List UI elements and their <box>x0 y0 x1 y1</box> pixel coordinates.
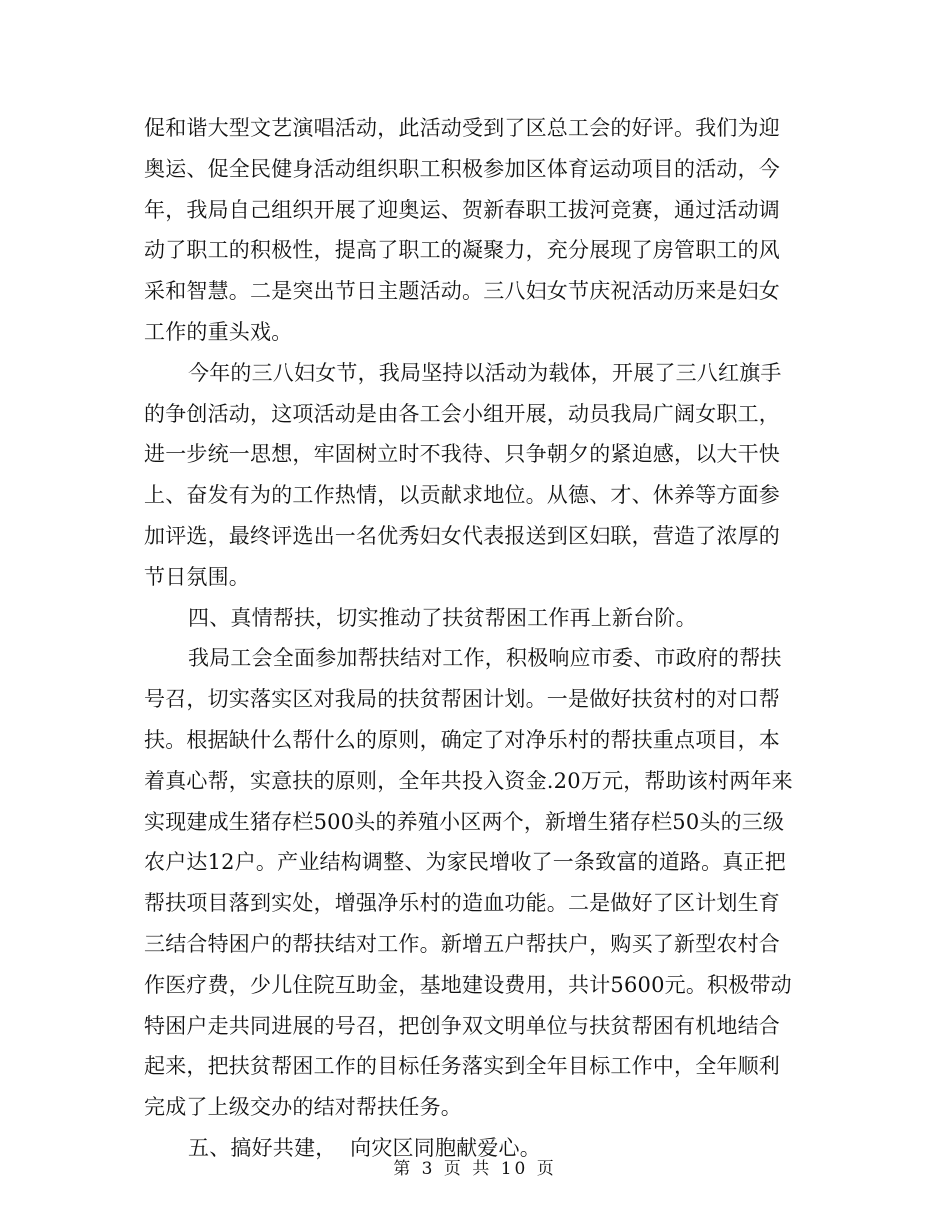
text-line: 上、奋发有为的工作热情，以贡献求地位。从德、才、休养等方面参 <box>144 483 780 508</box>
text-line: 的争创活动，这项活动是由各工会小组开展，动员我局广阔女职工， <box>144 401 780 426</box>
text-line: 农户达12户。产业结构调整、为家民增收了一条致富的道路。真正把 <box>144 850 786 875</box>
text-line: 号召，切实落实区对我局的扶贫帮困计划。一是做好扶贫村的对口帮 <box>144 687 780 712</box>
text-line: 动了职工的积极性，提高了职工的凝聚力，充分展现了房管职工的风 <box>144 238 780 263</box>
text-line: 扶。根据缺什么帮什么的原则，确定了对净乐村的帮扶重点项目，本 <box>144 727 780 752</box>
text-line: 完成了上级交办的结对帮扶任务。 <box>144 1095 462 1120</box>
text-line: 年，我局自己组织开展了迎奥运、贺新春职工拔河竞赛，通过活动调 <box>144 197 780 222</box>
text-line: 奥运、促全民健身活动组织职工积极参加区体育运动项目的活动，今 <box>144 156 780 181</box>
section-heading-5: 五、搞好共建， 向灾区同胞献爱心。 <box>188 1135 541 1160</box>
text-line: 起来，把扶贫帮困工作的目标任务落实到全年目标工作中，全年顺利 <box>144 1054 780 1079</box>
text-line: 帮扶项目落到实处，增强净乐村的造血功能。二是做好了区计划生育 <box>144 891 780 916</box>
page-number-footer: 第 3 页 共 10 页 <box>393 1159 557 1179</box>
document-body <box>144 108 804 1169</box>
text-line: 进一步统一思想，牢固树立时不我待、只争朝夕的紧迫感，以大干快 <box>144 442 780 467</box>
text-line: 工作的重头戏。 <box>144 319 293 344</box>
text-line: 实现建成生猪存栏500头的养殖小区两个，新增生猪存栏50头的三级 <box>144 809 785 834</box>
text-line: 着真心帮，实意扶的原则，全年共投入资金.20万元，帮助该村两年来 <box>144 768 793 793</box>
section-heading-4: 四、真情帮扶，切实推动了扶贫帮困工作再上新台阶。 <box>188 605 697 630</box>
text-line: 加评选，最终评选出一名优秀妇女代表报送到区妇联，营造了浓厚的 <box>144 523 780 548</box>
paragraph-start-line: 我局工会全面参加帮扶结对工作，积极响应市委、市政府的帮扶 <box>188 646 782 671</box>
paragraph-start-line: 今年的三八妇女节，我局坚持以活动为载体，开展了三八红旗手 <box>188 360 782 385</box>
text-line: 节日氛围。 <box>144 564 250 589</box>
text-line: 采和智慧。二是突出节日主题活动。三八妇女节庆祝活动历来是妇女 <box>144 279 780 304</box>
text-line: 促和谐大型文艺演唱活动，此活动受到了区总工会的好评。我们为迎 <box>144 116 780 140</box>
text-line: 特困户走共同进展的号召，把创争双文明单位与扶贫帮困有机地结合 <box>144 1013 780 1038</box>
text-line: 作医疗费，少儿住院互助金，基地建设费用，共计5600元。积极带动 <box>144 972 792 997</box>
text-line: 三结合特困户的帮扶结对工作。新增五户帮扶户，购买了新型农村合 <box>144 931 780 956</box>
